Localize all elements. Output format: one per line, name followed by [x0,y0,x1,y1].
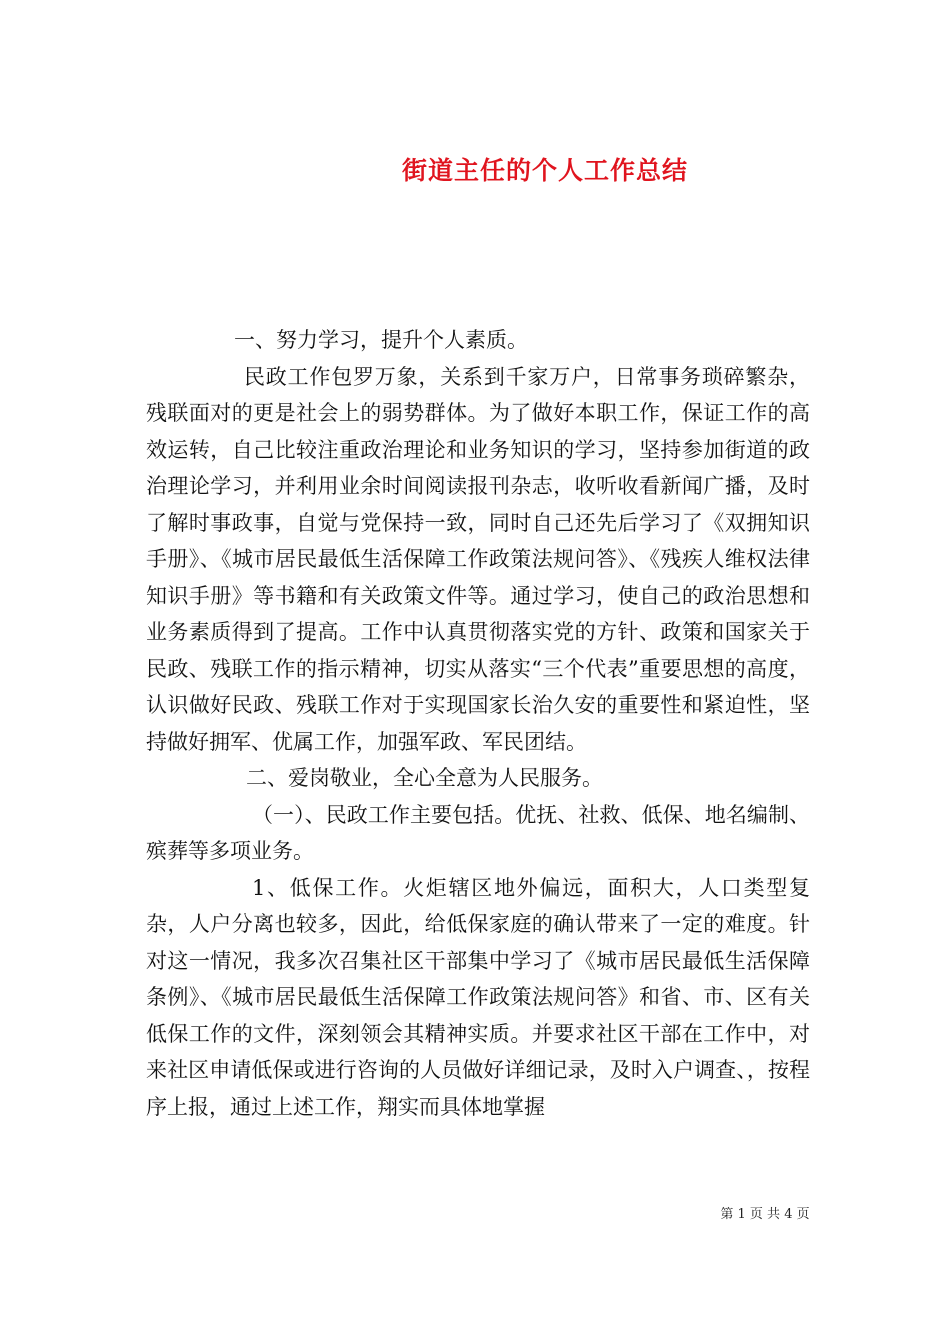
paragraph-study: 民政工作包罗万象，关系到千家万户，日常事务琐碎繁杂，残联面对的更是社会上的弱势群体。为了做好本职工作，保证工作的高效运转，自己比较注重政治理论和业务知识的学习，坚持参加街道的政治理论学习，并利用业余时间阅读报刊杂志，收听收看新闻广播，及时了解时事政事，自觉与党保持一致，同时自己还先后学习了《双拥知识手册》、《城市居民最低生活保障工作政策法规问答》、《残疾人维权法律知识手册》等书籍和有关政策文件等。通过学习，使自己的政治思想和业务素质得到了提高。工作中认真贯彻落实党的方针、政策和国家关于民政、残联工作的指示精神，切实从落实“三个代表”重要思想的高度，认识做好民政、残联工作对于实现国家长治久安的重要性和紧迫性，坚持做好拥军、优属工作，加强军政、军民团结。 [146,364,810,754]
subsection-heading-1: （一）、民政工作主要包括。优抚、社救、低保、地名编制、殡葬等多项业务。 [146,802,810,863]
page-footer: 第 1 页 共 4 页 [720,1207,810,1222]
section-heading-2: 二、爱岗敬业，全心全意为人民服务。 [246,766,603,790]
paragraph-low-income: 1、低保工作。火炬辖区地外偏远，面积大，人口类型复杂，人户分离也较多，因此，给低保家庭的确认带来了一定的难度。针对这一情况，我多次召集社区干部集中学习了《城市居民最低生活保障条例》、《城市居民最低生活保障工作政策法规问答》和省、市、区有关低保工作的文件，深刻领会其精神实质。并要求社区干部在工作中，对来社区申请低保或进行咨询的人员做好详细记录，及时入户调查、，按程序上报，通过上述工作，翔实而具体地掌握 [146,875,810,1119]
document-title: 街道主任的个人工作总结 [401,155,688,185]
document-body [146,322,810,1125]
section-heading-1: 一、努力学习，提升个人素质。 [234,328,528,352]
